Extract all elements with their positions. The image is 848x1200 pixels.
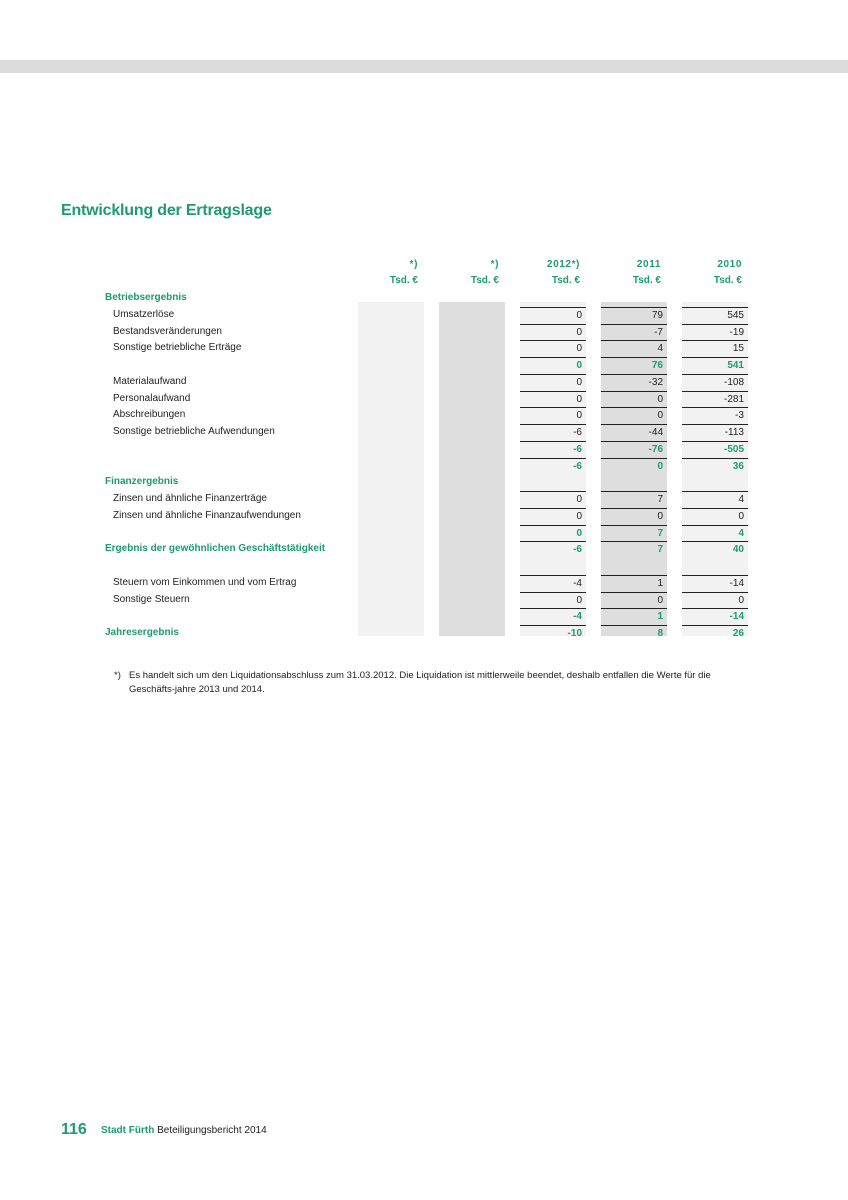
row-label: Steuern vom Einkommen und vom Ertrag <box>113 576 297 588</box>
table-cell <box>601 474 667 490</box>
table-cell <box>439 491 505 507</box>
row-label: Zinsen und ähnliche Finanzerträge <box>113 493 267 504</box>
table-cell <box>439 558 505 574</box>
table-cell <box>358 324 424 340</box>
table-cell: 76 <box>601 357 667 373</box>
table-cell <box>439 407 505 423</box>
table-row <box>0 307 848 324</box>
table-cell <box>439 391 505 407</box>
table-cell: 0 <box>520 357 586 373</box>
table-cell <box>439 290 505 306</box>
row-label: Abschreibungen <box>113 409 186 421</box>
table-cell: 0 <box>520 340 586 356</box>
table-row <box>0 324 848 341</box>
table-cell <box>601 290 667 306</box>
table-row <box>0 525 848 542</box>
table-cell: 1 <box>601 608 667 624</box>
table-cell <box>358 508 424 524</box>
table-cell <box>439 458 505 474</box>
table-cell: 0 <box>520 307 586 323</box>
table-cell <box>439 474 505 490</box>
footnote-text: Es handelt sich um den Liquidationsabschluss zum 31.03.2012. Die Liquidation ist mittlerweile beendet, deshalb entfallen die Werte für die Geschäfts-jahre 2013 und 2014. <box>129 670 711 695</box>
table-cell: -14 <box>682 575 748 591</box>
row-label: Sonstige betriebliche Aufwendungen <box>113 426 275 437</box>
table-cell: 0 <box>520 592 586 608</box>
table-cell: -44 <box>601 424 667 440</box>
table-row <box>0 407 848 424</box>
table-cell: -4 <box>520 575 586 591</box>
table-cell <box>520 558 586 574</box>
table-cell: 545 <box>682 307 748 323</box>
table-row <box>0 290 848 307</box>
table-row <box>0 357 848 374</box>
table-cell <box>682 290 748 306</box>
table-cell <box>358 608 424 624</box>
table-cell: -6 <box>520 424 586 440</box>
table-cell <box>358 558 424 574</box>
table-cell: -14 <box>682 608 748 624</box>
table-row <box>0 608 848 625</box>
table-cell: -6 <box>520 441 586 457</box>
table-cell: -281 <box>682 391 748 407</box>
table-cell: 0 <box>520 525 586 541</box>
table-cell <box>520 290 586 306</box>
table-cell: -76 <box>601 441 667 457</box>
table-cell: 15 <box>682 340 748 356</box>
table-cell: -4 <box>520 608 586 624</box>
table-cell: -6 <box>520 541 586 557</box>
table-cell <box>358 575 424 591</box>
table-cell <box>358 407 424 423</box>
table-row <box>0 508 848 525</box>
footer <box>101 1125 267 1136</box>
table-cell: 4 <box>682 491 748 507</box>
table-cell <box>358 374 424 390</box>
table-cell <box>439 608 505 624</box>
table-cell <box>358 592 424 608</box>
table-cell: 0 <box>520 508 586 524</box>
table-cell: 0 <box>601 458 667 474</box>
table-cell: 0 <box>601 391 667 407</box>
table-cell: 8 <box>601 625 667 641</box>
table-cell: 36 <box>682 458 748 474</box>
table-cell <box>439 575 505 591</box>
table-cell <box>439 625 505 641</box>
table-cell <box>520 474 586 490</box>
table-cell <box>358 525 424 541</box>
column-header-unit: Tsd. € <box>551 275 580 286</box>
table-cell <box>439 508 505 524</box>
table-cell: 0 <box>682 508 748 524</box>
row-label: Finanzergebnis <box>105 476 179 488</box>
table-row <box>0 441 848 458</box>
table-cell: 0 <box>520 324 586 340</box>
page-number: 116 <box>61 1121 87 1138</box>
row-label: Bestandsveränderungen <box>113 325 222 337</box>
table-row <box>0 541 848 558</box>
table-cell: -3 <box>682 407 748 423</box>
table-cell: 0 <box>601 508 667 524</box>
table-cell: 79 <box>601 307 667 323</box>
column-header-unit: Tsd. € <box>389 275 418 286</box>
footer-report: Beteiligungsbericht 2014 <box>157 1125 267 1136</box>
table-cell: -10 <box>520 625 586 641</box>
table-cell: 7 <box>601 525 667 541</box>
table-cell <box>439 374 505 390</box>
table-cell: 541 <box>682 357 748 373</box>
table-row <box>0 491 848 508</box>
table-cell <box>439 441 505 457</box>
row-label: Ergebnis der gewöhnlichen Geschäftstätigkeit <box>105 543 326 555</box>
row-label: Personalaufwand <box>113 392 191 404</box>
table-cell: 40 <box>682 541 748 557</box>
table-cell: -108 <box>682 374 748 390</box>
table-cell: -19 <box>682 324 748 340</box>
table-cell: 0 <box>520 391 586 407</box>
table-cell <box>358 340 424 356</box>
table-row <box>0 391 848 408</box>
top-bar <box>0 60 848 73</box>
column-header-year: *) <box>490 259 499 270</box>
table-cell: -7 <box>601 324 667 340</box>
table-row <box>0 558 848 575</box>
row-label: Sonstige betriebliche Erträge <box>113 342 242 354</box>
footer-publisher: Stadt Fürth <box>101 1125 155 1136</box>
table-cell <box>439 525 505 541</box>
table-cell: -32 <box>601 374 667 390</box>
table-row <box>0 340 848 357</box>
row-label: Umsatzerlöse <box>113 308 175 320</box>
table-cell <box>439 424 505 440</box>
table-cell <box>439 324 505 340</box>
row-label: Materialaufwand <box>113 375 187 387</box>
table-row <box>0 625 848 642</box>
table-row <box>0 575 848 592</box>
table-cell: 4 <box>682 525 748 541</box>
table-cell: -505 <box>682 441 748 457</box>
table-cell <box>601 558 667 574</box>
table-row <box>0 592 848 609</box>
column-header-year: 2012*) <box>546 259 580 270</box>
table-cell <box>358 491 424 507</box>
table-cell: 26 <box>682 625 748 641</box>
table-cell: -6 <box>520 458 586 474</box>
table-cell <box>358 290 424 306</box>
column-header-year: 2010 <box>717 259 742 270</box>
footnote-mark: *) <box>114 670 121 681</box>
table-row <box>0 424 848 441</box>
table-cell <box>358 458 424 474</box>
column-header-year: 2011 <box>636 259 661 270</box>
table-cell <box>439 357 505 373</box>
table-cell <box>358 541 424 557</box>
table-cell: 7 <box>601 541 667 557</box>
table-cell <box>358 307 424 323</box>
column-header-unit: Tsd. € <box>713 275 742 286</box>
table-cell: 0 <box>520 407 586 423</box>
column-header-unit: Tsd. € <box>470 275 499 286</box>
table-cell <box>358 424 424 440</box>
table-cell: 7 <box>601 491 667 507</box>
table-cell <box>439 541 505 557</box>
row-label: Jahresergebnis <box>105 627 179 638</box>
table-cell: 0 <box>601 592 667 608</box>
table-cell <box>358 391 424 407</box>
table-cell: -113 <box>682 424 748 440</box>
table-cell <box>358 357 424 373</box>
table-cell <box>682 474 748 490</box>
table-cell: 4 <box>601 340 667 356</box>
table-cell <box>358 474 424 490</box>
table-cell <box>358 441 424 457</box>
page-title: Entwicklung der Ertragslage <box>61 202 272 219</box>
table-cell: 0 <box>520 374 586 390</box>
row-label: Betriebsergebnis <box>105 292 187 303</box>
table-cell <box>358 625 424 641</box>
table-cell <box>682 558 748 574</box>
table-row <box>0 458 848 475</box>
column-header-unit: Tsd. € <box>632 275 661 286</box>
table-cell <box>439 592 505 608</box>
table-cell: 0 <box>520 491 586 507</box>
column-header-year: *) <box>409 259 418 270</box>
table-cell <box>439 307 505 323</box>
table-cell: 1 <box>601 575 667 591</box>
table-row <box>0 374 848 391</box>
row-label: Sonstige Steuern <box>113 593 190 605</box>
table-cell: 0 <box>601 407 667 423</box>
table-cell: 0 <box>682 592 748 608</box>
table-row <box>0 474 848 491</box>
table-cell <box>439 340 505 356</box>
row-label: Zinsen und ähnliche Finanzaufwendungen <box>113 509 301 521</box>
